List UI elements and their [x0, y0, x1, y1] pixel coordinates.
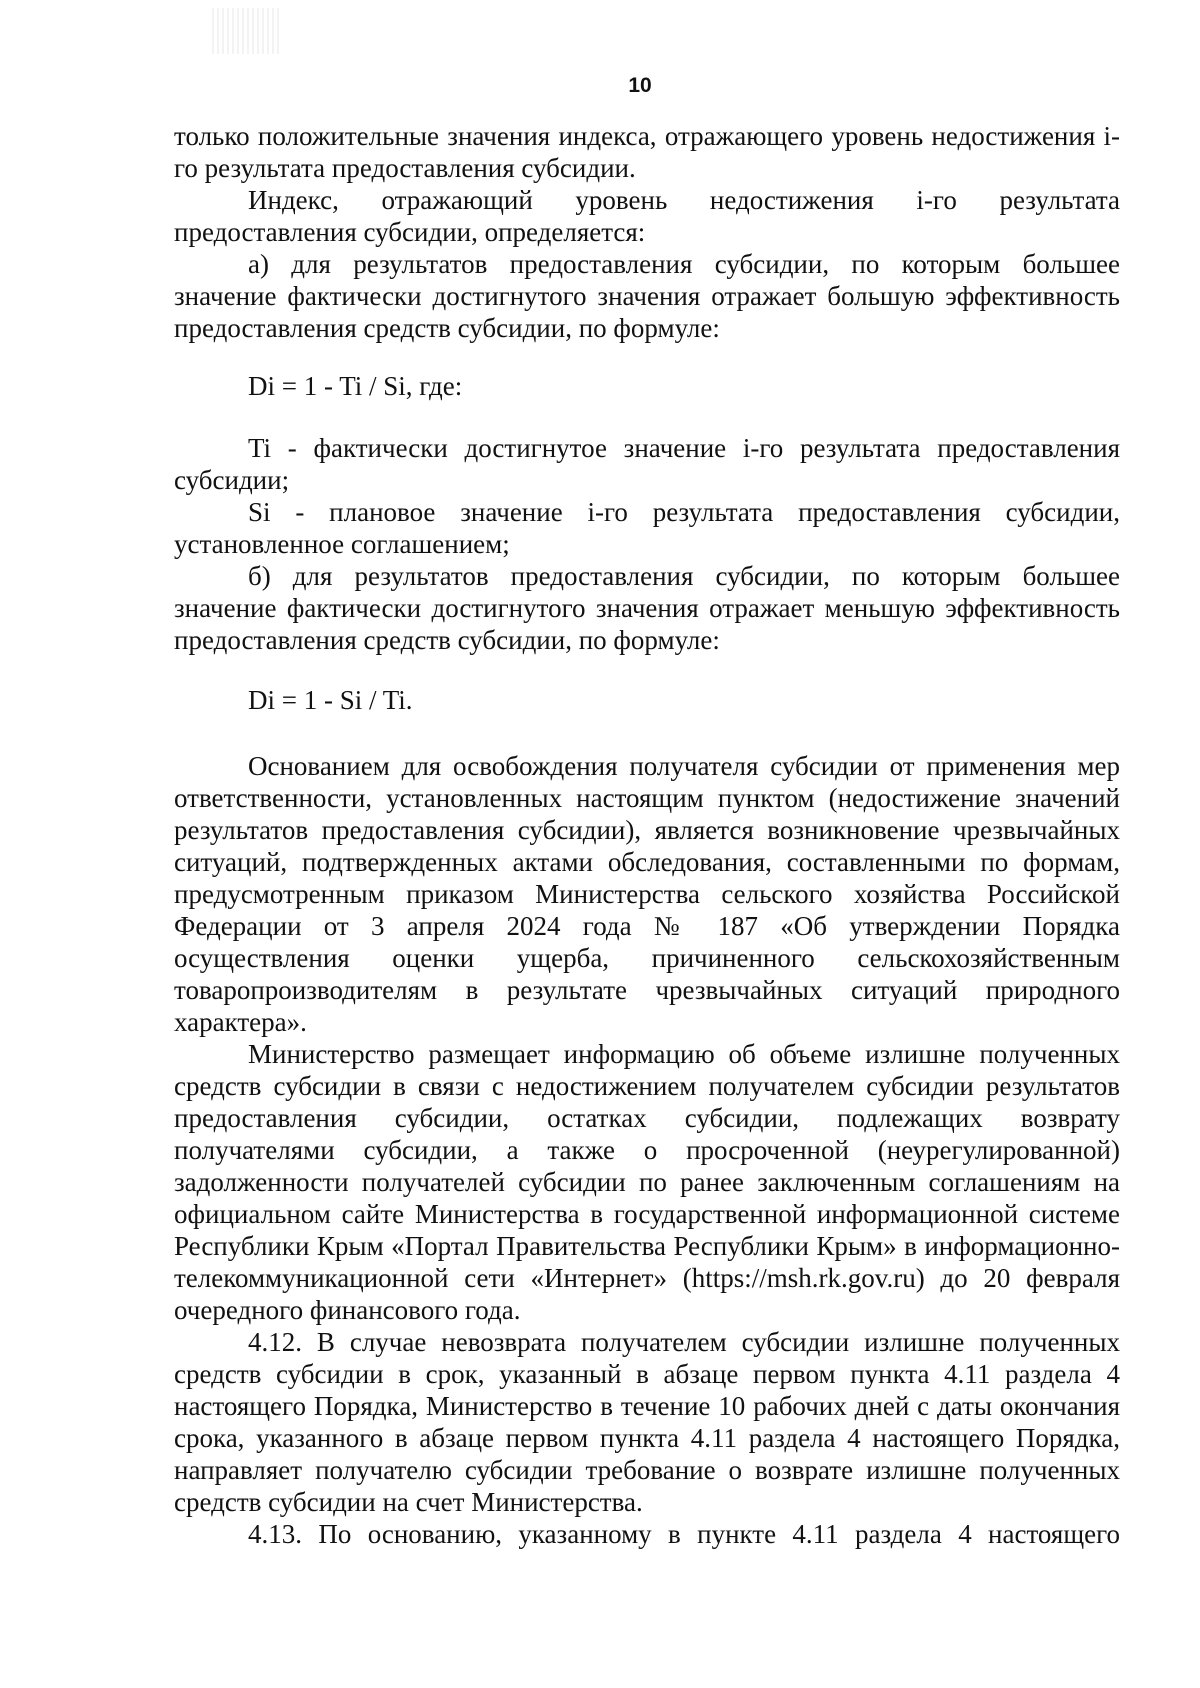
- paragraph-index: Индекс, отражающий уровень недостижения i-го результата предоставления субсидии, определяется:: [174, 185, 1120, 247]
- paragraph-case-a: [174, 248, 1120, 344]
- paragraph-exemption: [174, 750, 1120, 1038]
- formula-di-ti-si: Di = 1 - Ti / Si, где:: [248, 371, 463, 401]
- formula-block-2: [174, 684, 1120, 716]
- paragraph-b: б) для результатов предоставления субсидии, по которым большее значение фактически достигнутого значения отражает меньшую эффективность предоставления средств субсидии, по формуле:: [174, 561, 1120, 655]
- paragraph-continuation: [174, 120, 1120, 184]
- paragraph-si: Si - плановое значение i-го результата предоставления субсидии, установленное соглашением;: [174, 497, 1120, 559]
- paragraph-4-12: [174, 1326, 1120, 1518]
- scan-artifact: [212, 8, 282, 54]
- paragraph-si-definition: [174, 496, 1120, 560]
- paragraph-ti: Ti - фактически достигнутое значение i-го результата предоставления субсидии;: [174, 433, 1120, 495]
- paragraph-a: а) для результатов предоставления субсидии, по которым большее значение фактически достигнутого значения отражает большую эффективность предоставления средств субсидии, по формуле:: [174, 249, 1120, 343]
- page-number: 10: [628, 74, 652, 97]
- paragraph-4-13-text: 4.13. По основанию, указанному в пункте 4.11 раздела 4 настоящего: [248, 1519, 1120, 1549]
- paragraph-4-12-text: 4.12. В случае невозврата получателем субсидии излишне полученных средств субсидии в срок, указанный в абзаце первом пункта 4.11 раздела 4 настоящего Порядка, Министерство в течение 10 рабочих дней с даты окончания срока, указанного в абзаце первом пункта 4.11 раздела 4 настоящего Порядка, направляет получателю субсидии требование о возврате излишне полученных средств субсидии на счет Министерства.: [174, 1327, 1120, 1517]
- formula-block-1: [174, 370, 1120, 402]
- paragraph-case-b: [174, 560, 1120, 656]
- paragraph-ti-definition: [174, 432, 1120, 496]
- paragraph-index-definition: [174, 184, 1120, 248]
- formula-di-si-ti: Di = 1 - Si / Ti.: [248, 685, 413, 715]
- paragraph-ministry-info: [174, 1038, 1120, 1326]
- paragraph-4-13: [174, 1518, 1120, 1550]
- paragraph-index-continuation: только положительные значения индекса, отражающего уровень недостижения i-го результата предоставления субсидии.: [174, 121, 1120, 183]
- paragraph-exemption-text: Основанием для освобождения получателя субсидии от применения мер ответственности, установленных настоящим пунктом (недостижение значений результатов предоставления субсидии), является возникновение чрезвычайных ситуаций, подтвержденных актами обследования, составленными по формам, предусмотренным приказом Министерства сельского хозяйства Российской Федерации от 3 апреля 2024 года № 187 «Об утверждении Порядка осуществления оценки ущерба, причиненного сельскохозяйственным товаропроизводителям в результате чрезвычайных ситуаций природного характера».: [174, 751, 1120, 1037]
- paragraph-ministry-text: Министерство размещает информацию об объеме излишне полученных средств субсидии в связи с недостижением получателем субсидии результатов предоставления субсидии, остатках субсидии, подлежащих возврату получателями субсидии, а также о просроченной (неурегулированной) задолженности получателей субсидии по ранее заключенным соглашениям на официальном сайте Министерства в государственной информационной системе Республики Крым «Портал Правительства Республики Крым» в информационно-телекоммуникационной сети «Интернет» (https://msh.rk.gov.ru) до 20 февраля очередного финансового года.: [174, 1039, 1120, 1325]
